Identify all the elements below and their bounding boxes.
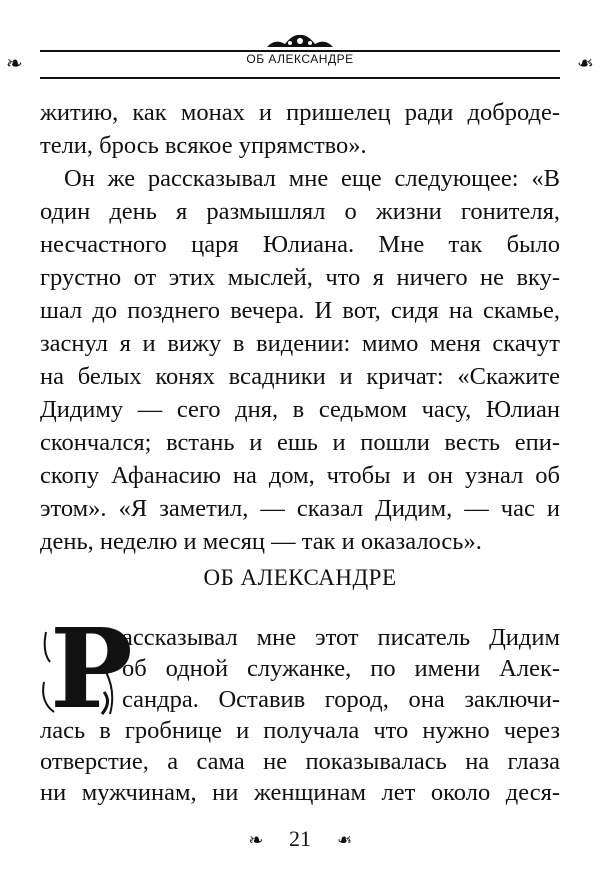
text-line: тели, брось всякое упрямство». [40,132,367,159]
text-line: несчастного царя Юлиана. Мне так было [40,231,560,258]
drop-cap-letter: Р [50,604,133,733]
text-line: скопу Афанасию на дом, чтобы и он узнал об [40,462,560,489]
section-paragraph [40,622,560,808]
text-line: скончался; встань и ешь и пошли весть епи- [40,429,560,456]
text-line: шал до позднего вечера. И вот, сидя на скамье, [40,297,560,324]
text-line: житию, как монах и пришелец ради доброде- [40,99,560,126]
body-text [40,96,560,558]
text-line: лась в гробнице и получала что нужно через [40,717,560,744]
text-line: Он же рассказывал мне еще следующее: «В [64,165,560,192]
text-line: грустно от этих мыслей, что я ничего не вку- [40,264,560,291]
text-line: сандра. Оставив город, она заключи- [122,686,560,713]
section-title: ОБ АЛЕКСАНДРЕ [203,565,397,590]
text-line: день, неделю и месяц — так и оказалось». [40,528,482,555]
header-crown-ornament-icon [265,32,335,50]
running-header: ОБ АЛЕКСАНДРЕ [246,52,354,66]
right-footer-fleuron-icon: ❧ [336,830,352,850]
left-footer-fleuron-icon: ❧ [248,830,264,850]
right-fleuron-icon: ❧ [577,53,594,75]
text-line: об одной служанке, по имени Алек- [122,655,560,682]
text-line: Дидиму — сего дня, в седьмом часу, Юлиан [40,396,560,423]
text-line: ни мужчинам, ни женщинам лет около деся- [40,779,560,806]
text-line: заснул я и вижу в видении: мимо меня скачут [40,330,560,357]
page-number: 21 [289,826,311,851]
text-line: отверстие, а сама не показывалась на глаза [40,748,560,775]
left-fleuron-icon: ❧ [6,53,23,75]
header-rule-bottom [40,77,560,79]
text-line: один день я размышлял о жизни гонителя, [40,198,560,225]
text-line: ассказывал мне этот писатель Дидим [122,624,560,651]
text-line: на белых конях всадники и кричат: «Скажите [40,363,560,390]
page-footer [0,826,600,852]
text-line: этом». «Я заметил, — сказал Дидим, — час и [40,495,560,522]
